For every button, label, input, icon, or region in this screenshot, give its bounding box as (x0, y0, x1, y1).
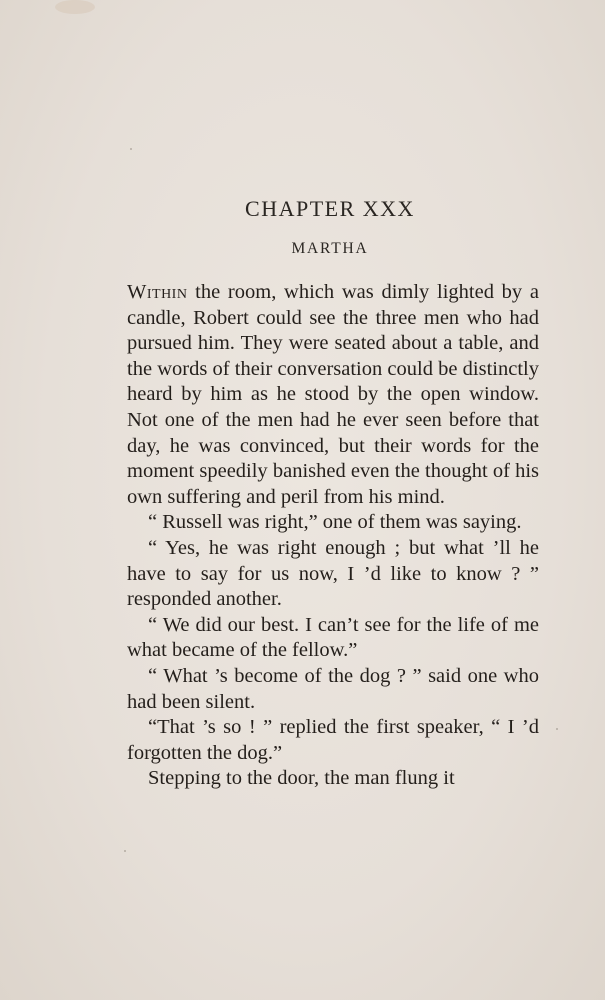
chapter-body (127, 280, 539, 792)
chapter-subtitle: MARTHA (291, 240, 369, 257)
page-stain (55, 0, 95, 14)
paragraph (127, 280, 539, 510)
paragraph: “ We did our best. I can’t see for the life of me what became of the fellow.” (127, 613, 539, 662)
paragraph: Stepping to the door, the man flung it (148, 767, 455, 790)
paragraph: “ Yes, he was right enough ; but what ’ll he have to say for us now, I ’d like to know ? ” responded another. (127, 536, 539, 611)
paper-speck (124, 850, 126, 852)
paragraph: “ Russell was right,” one of them was saying. (148, 511, 522, 534)
paragraph: “ What ’s become of the dog ? ” said one who had been silent. (127, 664, 539, 713)
paragraph-text: the room, which was dimly lighted by a candle, Robert could see the three men who had pursued him. They were seated about a table, and the words of their conversation could be distinctly heard by him as he stood by the open window. Not one of the men had he ever seen before that day, he was convinced, but their words for the moment speedily banished even the thought of his own suffering and peril from his mind. (127, 281, 539, 508)
paper-speck (556, 728, 558, 730)
opening-word: Within (127, 281, 188, 303)
paragraph: “That ’s so ! ” replied the first speaker, “ I ’d forgotten the dog.” (127, 716, 539, 764)
chapter-title: CHAPTER XXX (245, 196, 415, 221)
paper-speck (130, 148, 132, 150)
